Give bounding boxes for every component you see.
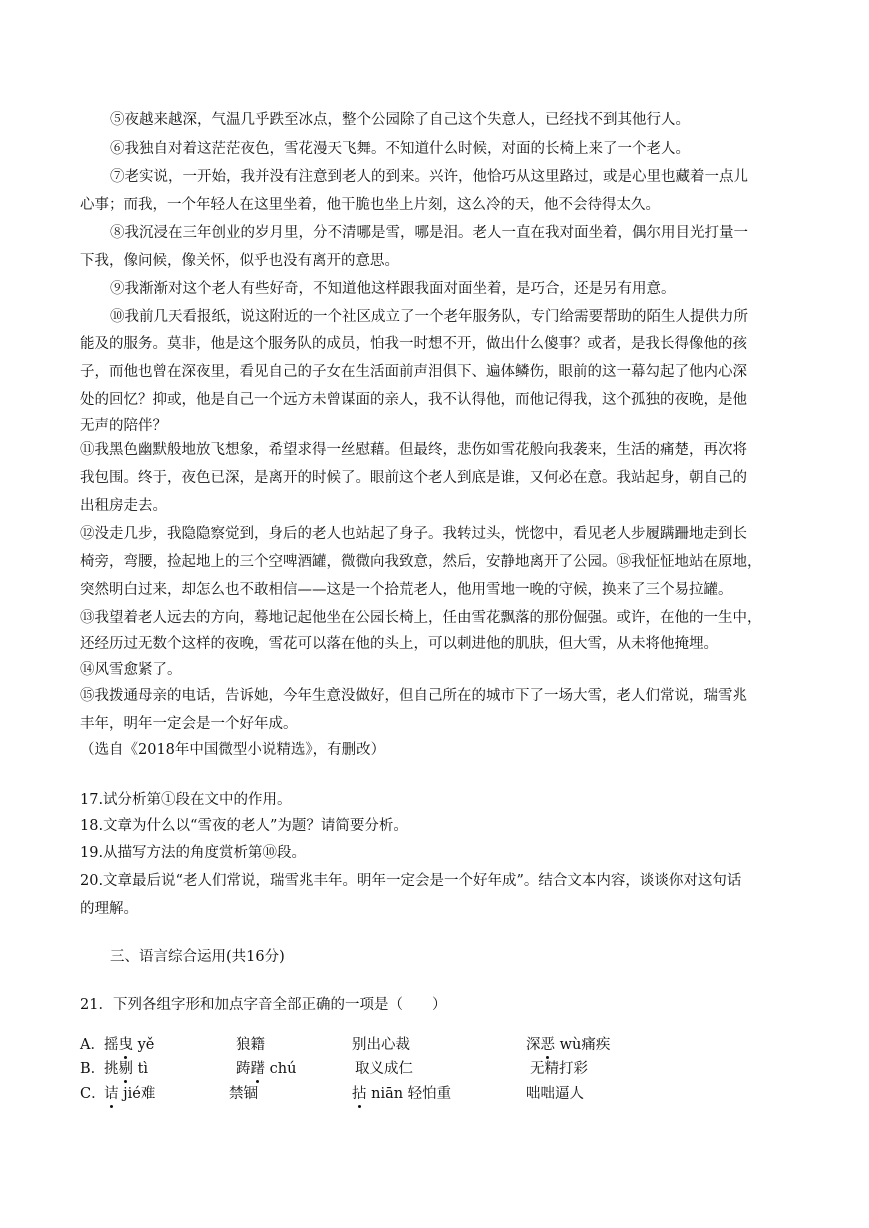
option-b-label: B． bbox=[80, 1061, 106, 1077]
option-c-word-1-rest: 难 bbox=[140, 1086, 156, 1102]
source-note: （选自《2018年中国微型小说精选》，有删改） bbox=[80, 742, 386, 758]
option-c-word-3-dotted-char: 拈 bbox=[352, 1086, 367, 1102]
paragraph-9: ⑨我渐渐对这个老人有些好奇，不知道他这样跟我面对面坐着，是巧合，还是另有用意。 bbox=[110, 281, 676, 297]
paragraph-11-line-3: 出租房走去。 bbox=[80, 498, 167, 514]
paragraph-12-line-2: 椅旁，弯腰，捡起地上的三个空啤酒罐，微微向我致意，然后，安静地离开了公园。⑱我怔怔地站在原地， bbox=[80, 554, 762, 570]
option-b-word-1 bbox=[104, 1059, 148, 1079]
paragraph-7-line-1: ⑦老实说，一开始，我并没有注意到老人的到来。兴许，他恰巧从这里路过，或是心里也藏着一点儿 bbox=[110, 169, 748, 185]
option-a-dotted-char: 曳 bbox=[118, 1037, 133, 1053]
paragraph-8-line-2: 下我，像问候，像关怀，似乎也没有离开的意思。 bbox=[80, 253, 399, 269]
option-a-word-2: 狼籍 bbox=[236, 1037, 265, 1053]
paragraph-11-line-1: ⑪我黑色幽默般地放飞想象，希望求得一丝慰藉。但最终，悲伤如雪花般向我袭来，生活的痛楚，再次将 bbox=[80, 442, 747, 458]
option-c-word-3-pinyin: niān bbox=[366, 1086, 404, 1102]
option-b-word-2-char: 踌 bbox=[236, 1061, 251, 1077]
paragraph-13-line-2: 还经历过无数个这样的夜晚，雪花可以落在他的头上，可以刺进他的肌肤，但大雪，从未将他掩埋。 bbox=[80, 636, 718, 652]
option-c-word-4: 咄咄逼人 bbox=[526, 1086, 584, 1102]
paragraph-8-line-1: ⑧我沉浸在三年创业的岁月里，分不清哪是雪，哪是泪。老人一直在我对面坐着，偶尔用目光打量一 bbox=[110, 225, 748, 241]
paragraph-15-line-2: 丰年，明年一定会是一个好年成。 bbox=[80, 716, 298, 732]
option-b-dotted-char: 剔 bbox=[118, 1061, 133, 1077]
option-c-dotted-char: 诘 bbox=[104, 1086, 119, 1102]
question-21: 21．下列各组字形和加点字音全部正确的一项是（ ） bbox=[80, 997, 447, 1013]
option-b-word-2-dotted-char: 躇 bbox=[250, 1061, 265, 1077]
paragraph-10-line-1: ⑩我前几天看报纸，说这附近的一个社区成立了一个老年服务队，专门给需要帮助的陌生人提供力所 bbox=[110, 309, 748, 325]
option-b-word-1-char: 挑 bbox=[104, 1061, 119, 1077]
option-c-pinyin: jié bbox=[118, 1086, 141, 1102]
paragraph-7-line-2: 心事；而我，一个年轻人在这里坐着，他干脆也坐上片刻，这么冷的天，他不会待得太久。 bbox=[80, 197, 660, 213]
paragraph-12-line-1: ⑫没走几步，我隐隐察觉到，身后的老人也站起了身子。我转过头，恍惚中，看见老人步履蹒跚地走到长 bbox=[80, 526, 747, 542]
paragraph-14: ⑭风雪愈紧了。 bbox=[80, 662, 182, 678]
paragraph-10-line-2: 能及的服务。莫非，他是这个服务队的成员，怕我一时想不开，做出什么傻事？或者，是我长得像他的孩 bbox=[80, 336, 747, 352]
option-a-word-3: 别出心裁 bbox=[352, 1037, 410, 1053]
option-c-word-2: 禁锢 bbox=[229, 1086, 258, 1102]
option-c-label: C． bbox=[80, 1086, 106, 1102]
option-a-word-4-pinyin: wù bbox=[555, 1037, 582, 1053]
paragraph-11-line-2: 我包围。终于，夜色已深，是离开的时候了。眼前这个老人到底是谁，又何必在意。我站起身，朝自己的 bbox=[80, 470, 747, 486]
option-b-word-2-pinyin: chú bbox=[265, 1061, 297, 1077]
question-20-line-2: 的理解。 bbox=[80, 901, 138, 917]
paragraph-10-line-4: 处的回忆？抑或，他是自己一个远方未曾谋面的亲人，我不认得他，而他记得我，这个孤独的夜晚，是他 bbox=[80, 392, 747, 408]
option-b-word-4: 无精打彩 bbox=[530, 1061, 588, 1077]
option-c-word-1 bbox=[104, 1084, 155, 1104]
paragraph-10-line-3: 子，而他也曾在深夜里，看见自己的子女在生活面前声泪俱下、遍体鳞伤，眼前的这一幕勾起了他内心深 bbox=[80, 364, 747, 380]
option-b-word-3: 取义成仁 bbox=[355, 1061, 413, 1077]
paragraph-12-line-3: 突然明白过来，却怎么也不敢相信——这是一个拾荒老人，他用雪地一晚的守候，换来了三个易拉罐。 bbox=[80, 582, 733, 598]
question-20-line-1: 20.文章最后说“老人们常说，瑞雪兆丰年。明年一定会是一个好年成”。结合文本内容，谈谈你对这句话 bbox=[80, 873, 742, 889]
option-b-pinyin: tì bbox=[133, 1061, 149, 1077]
option-a-word-4-rest: 痛疾 bbox=[581, 1037, 611, 1053]
question-17: 17.试分析第①段在文中的作用。 bbox=[80, 792, 292, 808]
option-a-word-4 bbox=[526, 1035, 610, 1055]
paragraph-6: ⑥我独自对着这茫茫夜色，雪花漫天飞舞。不知道什么时候，对面的长椅上来了一个老人。 bbox=[110, 141, 690, 157]
question-19: 19.从描写方法的角度赏析第⑩段。 bbox=[80, 845, 307, 861]
paragraph-15-line-1: ⑮我拨通母亲的电话，告诉她，今年生意没做好，但自己所在的城市下了一场大雪，老人们常说，瑞雪兆 bbox=[80, 688, 747, 704]
paragraph-5: ⑤夜越来越深，气温几乎跌至冰点，整个公园除了自己这个失意人，已经找不到其他行人。 bbox=[110, 112, 690, 128]
option-a-word-4-char: 深 bbox=[526, 1037, 541, 1053]
paragraph-10-line-5: 无声的陪伴？ bbox=[80, 418, 167, 434]
section-3-heading: 三、语言综合运用(共16分) bbox=[110, 949, 285, 965]
question-18: 18.文章为什么以“雪夜的老人”为题？请简要分析。 bbox=[80, 818, 408, 834]
option-a-word-4-dotted-char: 恶 bbox=[540, 1037, 555, 1053]
option-c-word-3 bbox=[352, 1084, 451, 1104]
option-b-word-2 bbox=[236, 1059, 296, 1079]
option-c-word-3-rest: 轻怕重 bbox=[403, 1086, 452, 1102]
option-a-word-1-char: 摇 bbox=[104, 1037, 119, 1053]
option-a-word-1 bbox=[104, 1035, 154, 1055]
option-a-label: A． bbox=[80, 1037, 105, 1053]
paragraph-13-line-1: ⑬我望着老人远去的方向，蓦地记起他坐在公园长椅上，任由雪花飘落的那份倔强。或许，在他的一生中， bbox=[80, 610, 762, 626]
option-a-pinyin: yě bbox=[133, 1037, 155, 1053]
